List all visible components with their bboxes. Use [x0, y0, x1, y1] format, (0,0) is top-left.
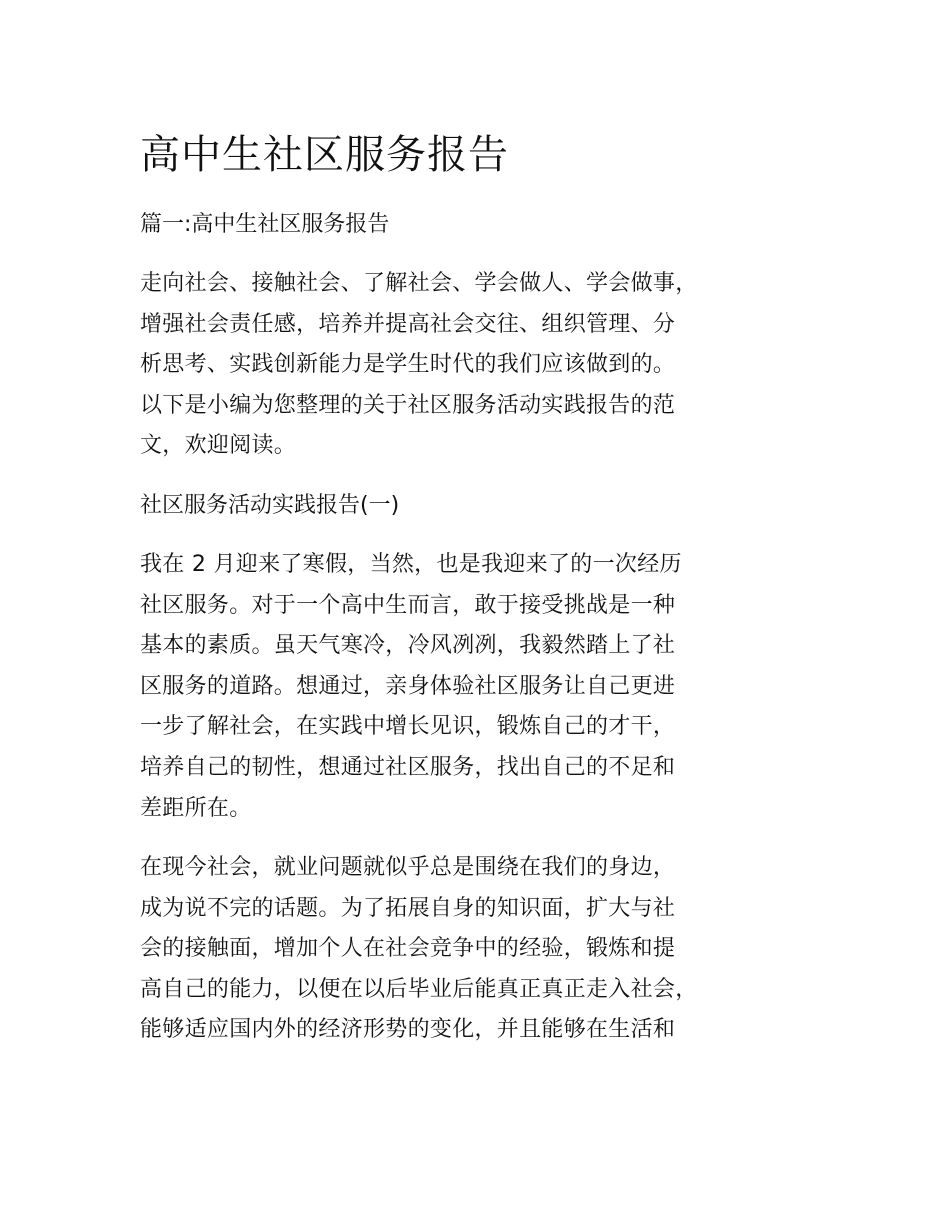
- paragraph-line: 文，欢迎阅读。: [140, 433, 297, 459]
- paragraph-line: 一步了解社会，在实践中增长见识，锻炼自己的才干，: [140, 714, 676, 740]
- paragraph-line: 我在 2 月迎来了寒假，当然，也是我迎来了的一次经历: [140, 552, 682, 577]
- section-heading-2: 社区服务活动实践报告(一): [140, 493, 400, 518]
- document-title: 高中生社区服务报告: [140, 132, 509, 178]
- paragraph-line: 会的接触面，增加个人在社会竞争中的经验，锻炼和提: [140, 936, 676, 962]
- paragraph-line: 以下是小编为您整理的关于社区服务活动实践报告的范: [140, 392, 676, 418]
- paragraph-line: 高自己的能力，以便在以后毕业后能真正真正走入社会，: [140, 976, 698, 1002]
- paragraph-line: 差距所在。: [140, 795, 252, 821]
- paragraph-1: [140, 264, 698, 467]
- paragraph-line: 析思考、实践创新能力是学生时代的我们应该做到的。: [140, 352, 676, 378]
- paragraph-line: 能够适应国内外的经济形势的变化，并且能够在生活和: [140, 1017, 676, 1043]
- paragraph-line: 增强社会责任感，培养并提高社会交往、组织管理、分: [140, 311, 676, 337]
- paragraph-line: 成为说不完的话题。为了拓展自身的知识面，扩大与社: [140, 895, 676, 921]
- paragraph-2: [140, 545, 682, 829]
- paragraph-line: 在现今社会，就业问题就似乎总是围绕在我们的身边，: [140, 855, 676, 880]
- paragraph-3: [140, 848, 698, 1051]
- paragraph-line: 培养自己的韧性，想通过社区服务，找出自己的不足和: [140, 754, 676, 780]
- paragraph-line: 社区服务。对于一个高中生而言，敢于接受挑战是一种: [140, 592, 676, 618]
- paragraph-line: 走向社会、接触社会、了解社会、学会做人、学会做事，: [140, 271, 698, 296]
- paragraph-line: 区服务的道路。想通过，亲身体验社区服务让自己更进: [140, 673, 676, 699]
- section-heading-1: 篇一:高中生社区服务报告: [140, 212, 390, 237]
- paragraph-line: 基本的素质。虽天气寒冷，冷风冽冽，我毅然踏上了社: [140, 633, 676, 659]
